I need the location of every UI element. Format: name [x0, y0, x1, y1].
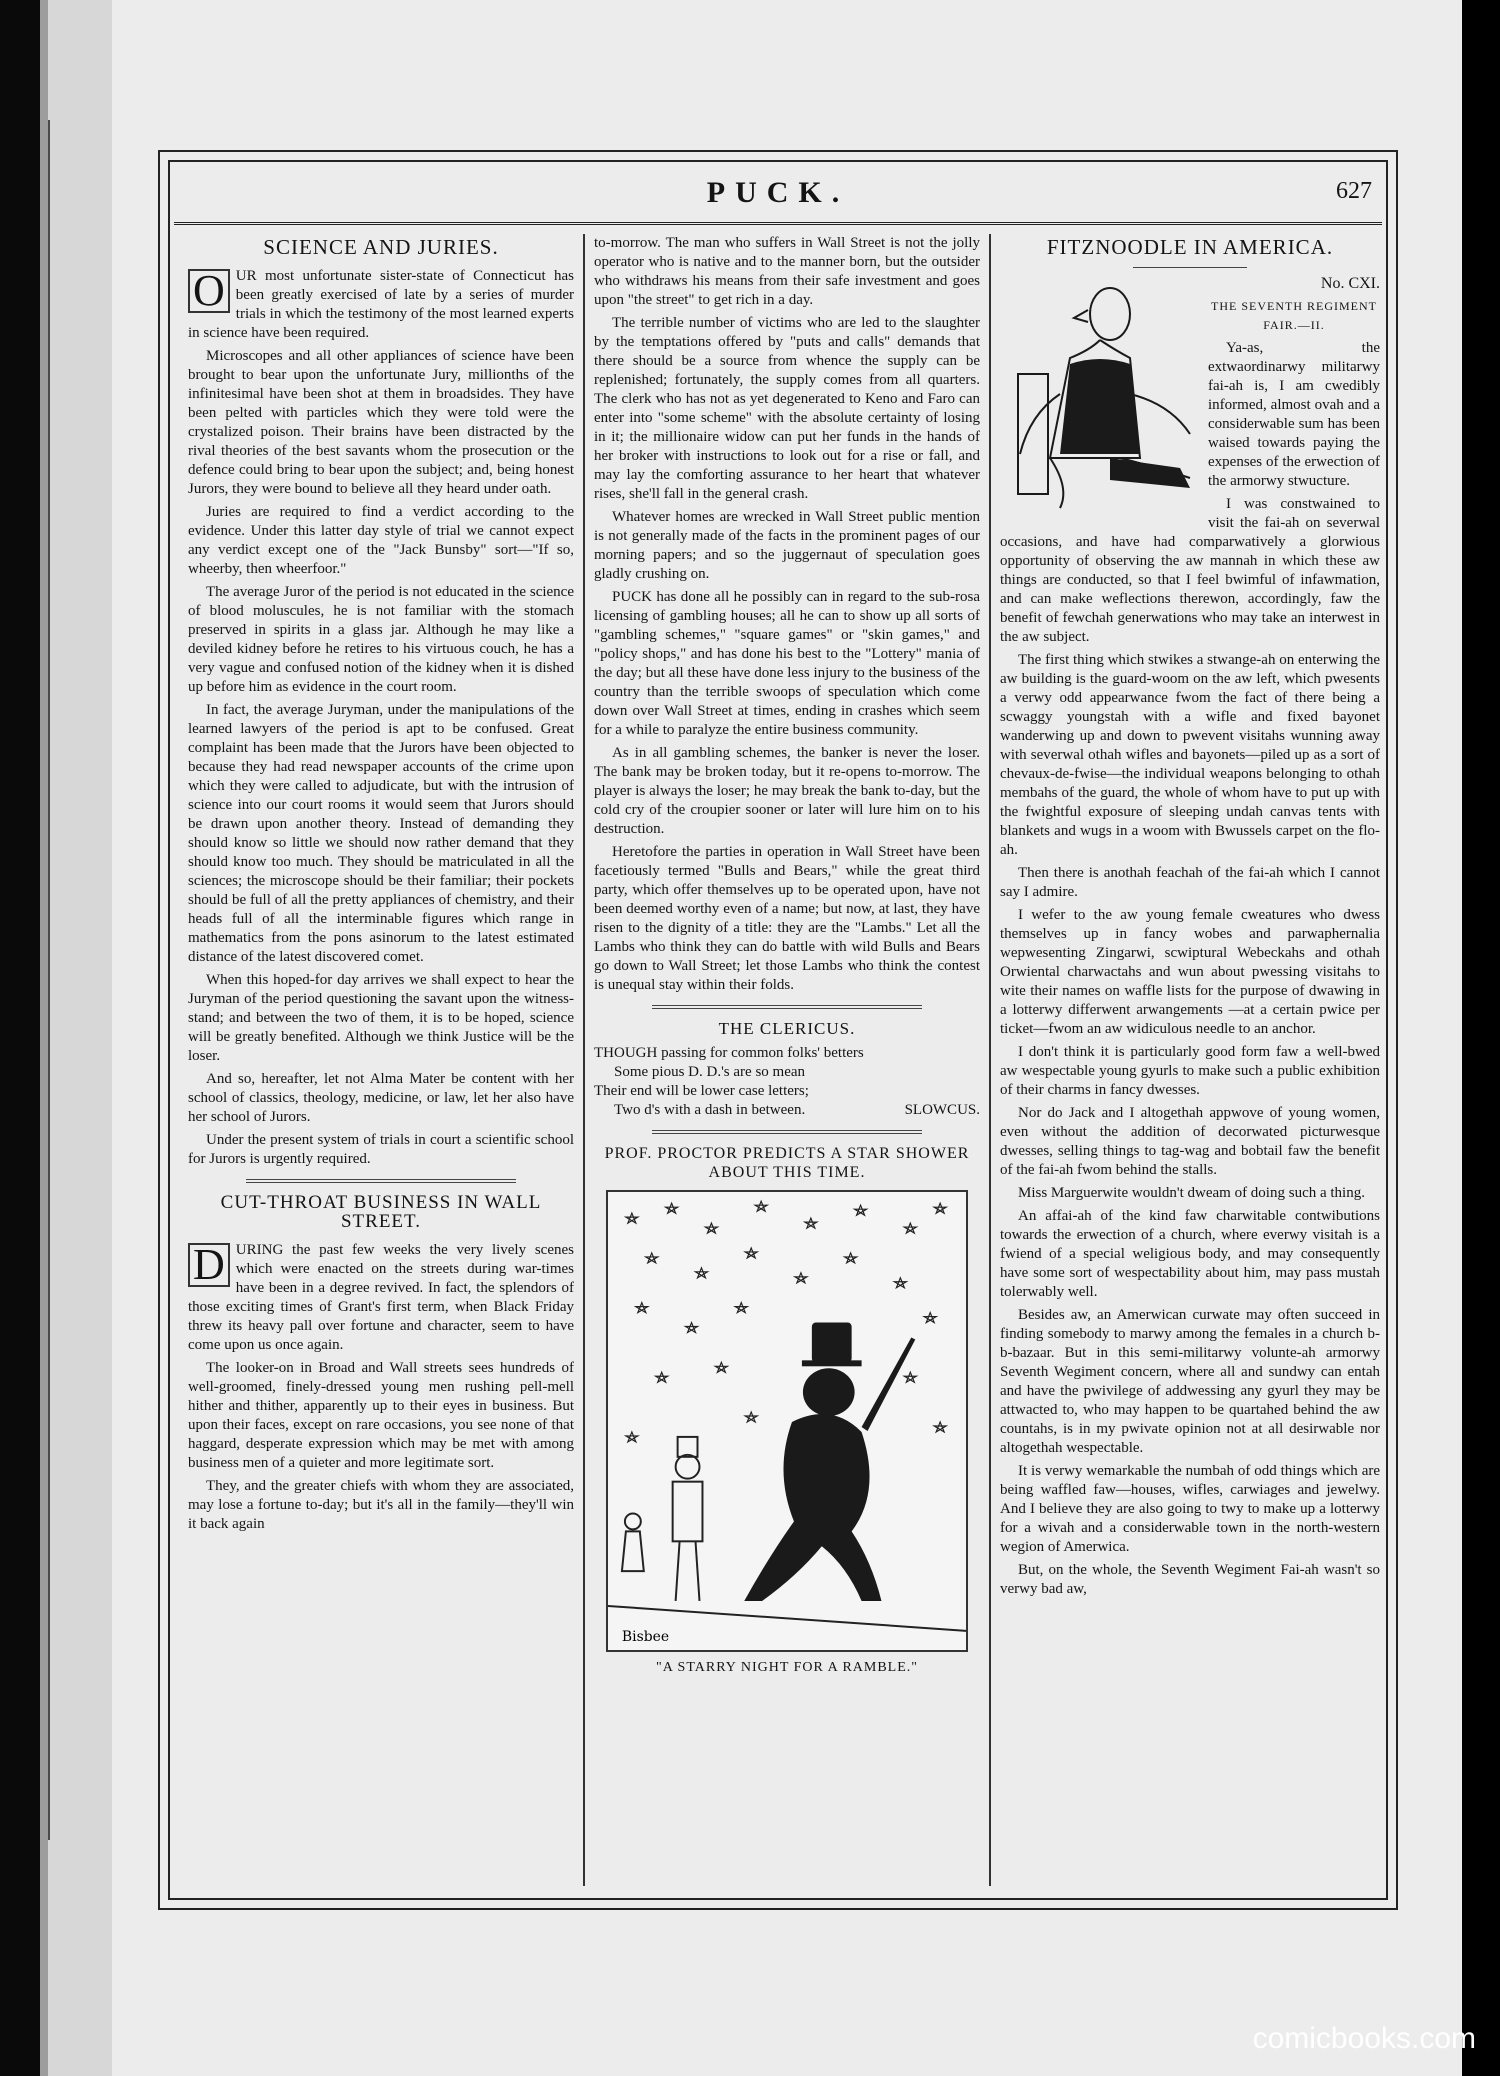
science-para-1: O UR most unfortunate sister-state of Connecticut has been greatly exercised of late by a series of murder trials in which the testimony of the most learned experts in science have been required.	[188, 266, 574, 341]
fitznoodle-para-9: An affai-ah of the kind faw charwitable contwibutions towards the erwection of a church, where everwy visitah is a fwiend of a special weligious body, and may consequently have some sort of wespectability about him, may pass mustah tolerwably well.	[1000, 1208, 1380, 1300]
cartoon-heading: PROF. PROCTOR PREDICTS A STAR SHOWER ABOUT THIS TIME.	[604, 1145, 970, 1181]
page-frame	[158, 150, 1398, 1910]
masthead-rule	[174, 222, 1382, 225]
science-para-2: Microscopes and all other appliances of science have been brought to bear upon the unfortunate Jury, millionths of the infinitesimal have been shot at them in broadsides. They have been pelted with particles which they were told were the crystalized poison. Their brains have been distracted by the rival theories of the best savants whom the prosecution or the defence could bring to bear upon the subject; and, being honest Jurors, they were bound to believe all they heard under oath.	[188, 348, 574, 497]
science-para-3: Juries are required to find a verdict according to the evidence. Under this latter day style of trial we cannot expect any verdict except one of the "Jack Bunsby" sort—"If so, wheerby, then wheerfoor."	[188, 504, 574, 577]
column-3	[1000, 234, 1380, 1886]
fitznoodle-para-4: Then there is anothah feachah of the fai-ah which I cannot say I admire.	[1000, 865, 1380, 900]
page-frame-inner	[168, 160, 1388, 1900]
poem-signature: SLOWCUS.	[904, 1102, 980, 1118]
wallstreet-cont-para-4: PUCK has done all he possibly can in regard to the sub-rosa licensing of gambling houses; all he can to show up all sorts of "gambling schemes," "square games" or "skin games," and "policy shops," and has done his best to the "Lottery" mania of the day; but all these have done less injury to the business of the country than the terrible swoops of speculation which come down over Wall Street at times, ending in crashes which seem for a while to paralyze the entire business community.	[594, 589, 980, 738]
section-divider	[652, 1005, 922, 1009]
poem-line: Their end will be lower case letters;	[594, 1083, 809, 1099]
wallstreet-dropcap: D	[188, 1243, 230, 1287]
science-heading: SCIENCE AND JURIES.	[263, 235, 499, 259]
wallstreet-cont-para-1: to-morrow. The man who suffers in Wall Street is not the jolly operator who is native and to the manner born, but the outsider who withdraws his means from their safe investment and goes upon "the street" to get rich in a day.	[594, 235, 980, 308]
wallstreet-para-1: D URING the past few weeks the very lively scenes which were enacted on the streets during war-times have been in a degree revived. In fact, the splendors of those exciting times of Grant's first term, when Black Friday threw its heavy pall over fortune and character, seem to have come upon us once again.	[188, 1240, 574, 1353]
science-para-6: When this hoped-for day arrives we shall expect to hear the Juryman of the period questioning the savant upon the witness-stand; and between the two of them, it is to be hoped, science will be greatly benefited. Although we think Justice will be the loser.	[188, 972, 574, 1064]
wallstreet-cont-para-5: As in all gambling schemes, the banker is never the loser. The bank may be broken today, but it re-opens to-morrow. The player is always the loser; he may break the bank to-day, but the cold cry of the croupier sooner or later will lure him on to his destruction.	[594, 745, 980, 837]
science-para-4: The average Juror of the period is not educated in the science of blood moluscules, he is not familiar with the stomach preserved in spirits in a glass jar. Although he may like a deviled kidney before he retires to his virtuous couch, he has a very vague and confused notion of the kidney when it is dished up before him as evidence in the court room.	[188, 584, 574, 695]
fitznoodle-illustration	[1000, 274, 1200, 514]
fitznoodle-para-3: The first thing which stwikes a stwange-ah on enterwing the aw building is the guard-woom on the aw left, which pwesents a verwy odd appearwance fwom the fact of there being a scwaggy youngstah with a wifle and fixed bayonet wanderwing up and down to pwevent visitahs wunning away with severwal othah wifles and bayonets—piled up as a sort of chevaux-de-fwise—the individual weapons belonging to othah membahs of the guard, the whole of whom have to put up with the fwightful exposure of sleeping undah canvas tents with blankets and wugs in a woom with Bwussels carpet on the flo-ah.	[1000, 652, 1380, 858]
fitznoodle-para-5: I wefer to the aw young female cweatures who dwess themselves up in fancy wobes and parwaphernalia wepwesenting Zingarwi, scwiptural Webeckahs and othah Orwiental charwactahs and wun about pwessing visitahs to wite their names on waffle lists for the purpose of dwawing in a lotterwy differwent arwangements —at a certain pwice per ticket—fwom an aw widiculous needle to an anchor.	[1000, 907, 1380, 1037]
poem-line: Some pious D. D.'s are so mean	[614, 1064, 806, 1080]
science-para-7: And so, hereafter, let not Alma Mater be content with her school of classics, theology, medicine, or law, let her also have her school of Jurors.	[188, 1071, 574, 1125]
section-divider	[246, 1179, 516, 1183]
wallstreet-para-3: They, and the greater chiefs with whom they are associated, may lose a fortune to-day; but it's all in the family—they'll win it back again	[188, 1478, 574, 1532]
wallstreet-para-2: The looker-on in Broad and Wall streets sees hundreds of well-groomed, finely-dressed young men rushing pell-mell hither and thither, apparently up to their eyes in business. But upon their faces, except on rare occasions, you see none of that haggard, desperate expression which may be met with among business men of a quieter and more legitimate sort.	[188, 1360, 574, 1471]
fitznoodle-para-11: It is verwy wemarkable the numbah of odd things which are being waffled faw—houses, wifles, carwiages and jewelwy. And I believe they are also going to twy to make up a lotterwy for a wivah and a considerwable town in the north-western wegion of Amerwica.	[1000, 1463, 1380, 1555]
column-1	[188, 234, 574, 1886]
magazine-page	[112, 0, 1462, 2076]
site-watermark: comicbooks.com	[1252, 2022, 1476, 2055]
fitznoodle-para-7: Nor do Jack and I altogethah appwove of young women, even without the addition of decorwated picturwesque dwesses, selling things to tag-wag and bobtail faw the benefit of the fai-ah fwom behind the stalls.	[1000, 1105, 1380, 1178]
wallstreet-heading: CUT-THROAT BUSINESS IN WALL STREET.	[220, 1192, 542, 1232]
fitznoodle-para-10: Besides aw, an Amerwican curwate may often succeed in finding somebody to marwy among the females in a church b-b-bazaar. But in this semi-militarwy volunte-ah armorwy Seventh Wegiment concern, where all and sundwy can entah and have the pwivilege of addwessing any gyurl they may be attwacted to, who may happen to be quartahed behind the aw countahs, is in my pwivate opinion not at all desirwable nor altogethah wespectable.	[1000, 1307, 1380, 1456]
fitznoodle-para-1: Ya-as, the extwaordinarwy militarwy fai-ah is, I am cwedibly informed, almost ovah and a considerwable sum has been waised towards paying the expenses of the erwection of the armorwy stwucture.	[1208, 340, 1380, 489]
poem-line: THOUGH passing for common folks' betters	[594, 1045, 864, 1061]
wallstreet-cont-para-3: Whatever homes are wrecked in Wall Street public mention is not generally made of the facts in the prominent pages of our morning papers; and so the juggernaut of speculation goes gladly crushing on.	[594, 509, 980, 582]
section-divider	[652, 1130, 922, 1134]
poem	[594, 1044, 980, 1120]
scan-edge	[0, 0, 112, 2076]
fitznoodle-heading: FITZNOODLE IN AMERICA.	[1046, 235, 1334, 259]
fitznoodle-subheading: THE SEVENTH REGIMENT FAIR.—II.	[1211, 299, 1377, 332]
poem-line: Two d's with a dash in between. SLOWCUS.	[614, 1102, 980, 1118]
heading-rule	[1133, 267, 1247, 268]
cartoon-caption: "A STARRY NIGHT FOR A RAMBLE."	[655, 1660, 919, 1675]
column-rule-2	[989, 234, 991, 1886]
masthead-title: PUCK.	[706, 176, 850, 209]
fitznoodle-para-12: But, on the whole, the Seventh Wegiment Fai-ah wasn't so verwy bad aw,	[1000, 1562, 1380, 1597]
cartoon-artist-signature: Bisbee	[621, 1628, 670, 1645]
science-para-5: In fact, the average Juryman, under the manipulations of the learned lawyers of the period is apt to be confused. Great complaint has been made that the Jurors have been objected to because they had read newspaper accounts of the crime upon which they were called to adjudicate, but with the intrusion of science into our court rooms it would seem that Jurors should be drawn upon another theory. Instead of demanding they should know so little we should now rather demand that they should know too much. They should be matriculated in all the sciences; the microscope should be their familiar; their pockets should be full of all the pretty appliances of chemistry, and their heads full of all the interminable figures which range in mathematics from the pons asinorum to the latest estimated distance of the latest discovered comet.	[188, 702, 574, 965]
page-number: 627	[1336, 178, 1372, 204]
science-dropcap: O	[188, 269, 230, 313]
column-2	[594, 234, 980, 1886]
cartoon-illustration	[608, 1192, 966, 1650]
wallstreet-cont-para-6: Heretofore the parties in operation in Wall Street have been facetiously termed "Bulls and Bears," while the great third party, which offer themselves up to be operated upon, have not been deemed worthy even of a name; but now, at last, they have risen to the dignity of a title: they are the "Lambs." Let all the Lambs who think they can do battle with wild Bulls and Bears go down to Wall Street; let those Lambs who think the contest is unequal stay within their folds.	[594, 844, 980, 993]
science-para-8: Under the present system of trials in court a scientific school for Jurors is urgently required.	[188, 1132, 574, 1167]
poem-heading: THE CLERICUS.	[718, 1019, 856, 1038]
column-rule-1	[583, 234, 585, 1886]
fitznoodle-para-6: I don't think it is particularly good form faw a well-bwed aw wespectable young gyurls to make such a public exhibition of their charms in fancy dwesses.	[1000, 1044, 1380, 1098]
wallstreet-cont-para-2: The terrible number of victims who are led to the slaughter by the temptations offered by "puts and calls" demands that there should be a source from whence the supply can be replenished; fortunately, the supply comes from all quarters. The clerk who has not as yet degenerated to Keno and Faro can enter into "some scheme" with the absolute certainty of losing in it; the millionaire widow can put her funds in the hands of her broker with instructions to look out for a rise or fall, and may lay the comforting assurance to her heart that whatever rises, she'll fall in the general crash.	[594, 315, 980, 502]
issue-number: No. CXI.	[1320, 275, 1380, 292]
star-shower-cartoon	[606, 1190, 968, 1652]
fitznoodle-portrait	[1000, 274, 1200, 514]
fitznoodle-para-2: I was constwained to visit the fai-ah on severwal occasions, and have had comparwatively a glorwious opportunity of observing the aw mannah in which these aw things are conducted, so that I feel bwimful of infawmation, and can make weflections therewon, accordingly, faw the benefit of fewchah generwations who may take an interwest in the aw subject.	[1000, 496, 1380, 645]
fitznoodle-para-8: Miss Marguerwite wouldn't dweam of doing such a thing.	[1018, 1185, 1365, 1201]
